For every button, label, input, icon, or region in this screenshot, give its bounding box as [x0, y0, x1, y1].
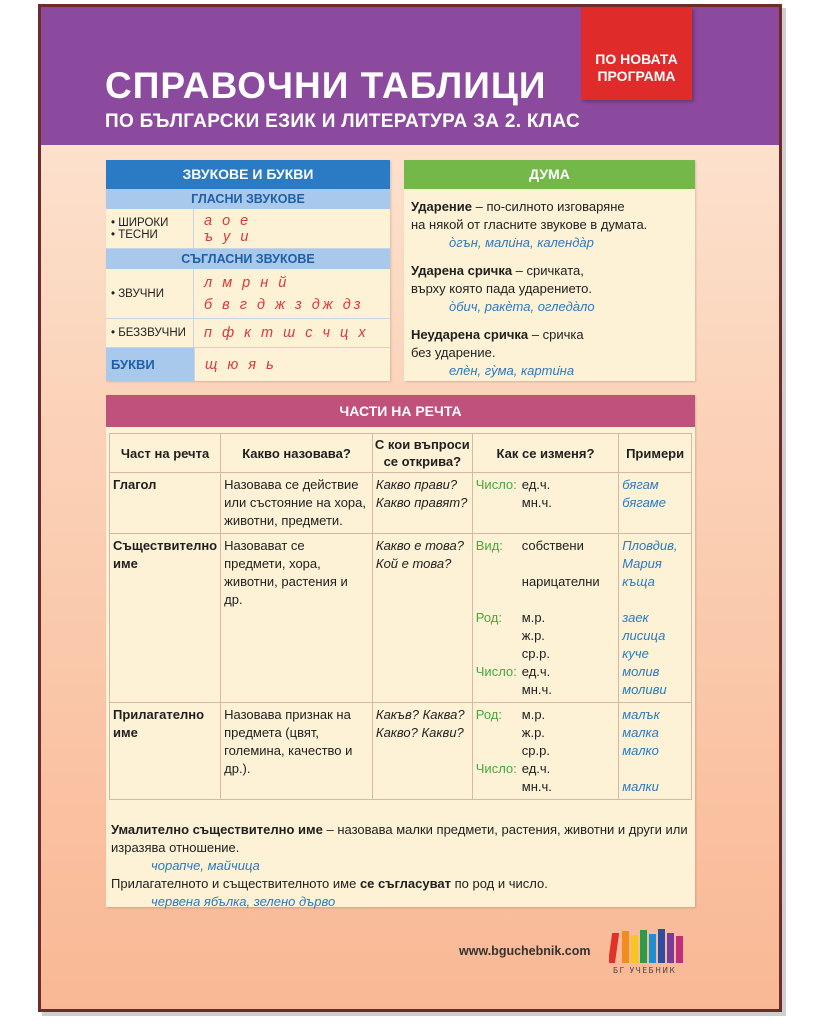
- adjective-singular: ед.ч.: [521, 761, 551, 776]
- vowels-heading: ГЛАСНИ ЗВУКОВЕ: [106, 189, 390, 209]
- narrow-label: • ТЕСНИ: [111, 228, 158, 241]
- adjective-plural: мн.ч.: [521, 779, 552, 794]
- noun-description: Назовават се предмети, хора, животни, растения и др.: [221, 534, 373, 703]
- noun-example-feminine: лисица: [622, 628, 666, 643]
- voiced-letters-2: б в г д ж з дж дз: [204, 296, 364, 313]
- verb-questions: Какво прави? Какво правят?: [372, 473, 472, 534]
- noun-kind-label: Вид:: [475, 538, 503, 553]
- noun-example-proper: Пловдив, Мария: [622, 538, 678, 571]
- diminutive-examples: чорапче, майчица: [151, 858, 260, 873]
- agreement-text-bold: се съгласуват: [359, 876, 452, 891]
- adjective-masculine: м.р.: [521, 707, 546, 722]
- verb-description: Назовава се действие или състояние на хора, животни, предмети.: [221, 473, 373, 534]
- header-examples: Примери: [619, 434, 692, 473]
- adjective-example-masculine: малък: [622, 707, 660, 722]
- consonants-heading: СЪГЛАСНИ ЗВУКОВЕ: [106, 249, 390, 269]
- noun-neuter: ср.р.: [521, 646, 550, 661]
- stress-definition: – по-силното изговаряне: [472, 199, 625, 214]
- stressed-syllable-examples: о̀бич, ракѐта, огледа̀ло: [449, 299, 595, 314]
- noun-number-label: Число:: [475, 664, 517, 679]
- parts-of-speech-table: [109, 433, 692, 800]
- website-link[interactable]: www.bguchebnik.com: [459, 944, 591, 958]
- agreement-examples: червена ябълка, зелено дърво: [151, 894, 336, 909]
- header-questions: С кои въпроси се открива?: [372, 434, 472, 473]
- letters-row: [106, 348, 390, 381]
- adjective-number-label: Число:: [475, 761, 517, 776]
- verb-number-label: Число:: [475, 477, 517, 492]
- stressed-syllable-definition: – сричката,: [512, 263, 584, 278]
- noun-example-masculine: заек: [622, 610, 649, 625]
- noun-feminine: ж.р.: [521, 628, 545, 643]
- unstressed-syllable-term: Неударена сричка: [411, 327, 529, 342]
- adjective-description: Назовава признак на предмета (цвят, големина, качество и др.).: [221, 703, 373, 800]
- noun-example-plural: моливи: [622, 682, 667, 697]
- verb-example-2: бягаме: [622, 495, 666, 510]
- stress-examples: о̀гън, мали̇на, календа̀р: [449, 235, 594, 250]
- wide-letters: а о е: [204, 212, 252, 229]
- letters-value: щ ю я ь: [194, 348, 390, 381]
- word-panel: [404, 160, 695, 381]
- adjective-gender-label: Род:: [475, 707, 503, 722]
- voiceless-letters: п ф к т ш с ч ц х: [204, 325, 369, 341]
- adjective-questions: Какъв? Каква? Какво? Какви?: [372, 703, 472, 800]
- wide-label: • ШИРОКИ: [111, 216, 169, 229]
- voiced-letters-1: л м р н й: [204, 274, 290, 291]
- noun-example-common: къща: [622, 574, 655, 589]
- diminutive-definition: – назовава малки предмети, растения, животни и други или изразява отношение.: [111, 822, 688, 855]
- noun-name: Съществително име: [110, 534, 221, 703]
- unstressed-syllable-definition: – сричка: [528, 327, 584, 342]
- parts-of-speech-heading: ЧАСТИ НА РЕЧТА: [106, 395, 695, 427]
- noun-example-singular: молив: [622, 664, 660, 679]
- noun-common: нарицателни: [521, 574, 600, 589]
- letters-label: БУКВИ: [106, 348, 194, 381]
- voiceless-row: [106, 319, 390, 348]
- unstressed-syllable-examples: елѐн, гу̀ма, карти̇на: [449, 363, 575, 378]
- parts-of-speech-notes: [111, 821, 691, 911]
- table-header-row: [110, 434, 692, 473]
- publisher-logo: [609, 927, 699, 977]
- voiced-label: • ЗВУЧНИ: [106, 269, 194, 318]
- sounds-letters-heading: ЗВУКОВЕ И БУКВИ: [106, 160, 390, 189]
- sounds-letters-panel: [106, 160, 390, 381]
- narrow-letters: ъ у и: [204, 228, 252, 245]
- noun-proper: собствени: [521, 538, 584, 553]
- stressed-syllable-block: [404, 262, 695, 316]
- noun-plural: мн.ч.: [521, 682, 552, 697]
- adjective-example-feminine: малка: [622, 725, 659, 740]
- stressed-syllable-term: Ударена сричка: [411, 263, 513, 278]
- adjective-feminine: ж.р.: [521, 725, 545, 740]
- verb-example-1: бягам: [622, 477, 659, 492]
- voiceless-label: • БЕЗЗВУЧНИ: [106, 319, 194, 347]
- word-heading: ДУМА: [404, 160, 695, 189]
- adjective-name: Прилагателно име: [110, 703, 221, 800]
- unstressed-syllable-definition-2: без ударение.: [411, 345, 496, 360]
- logo-text: БГ УЧЕБНИК: [613, 966, 677, 975]
- page-title: СПРАВОЧНИ ТАБЛИЦИ: [105, 65, 547, 106]
- verb-name: Глагол: [110, 473, 221, 534]
- vowels-row: [106, 209, 390, 249]
- stress-term: Ударение: [411, 199, 472, 214]
- page-subtitle: ПО БЪЛГАРСКИ ЕЗИК И ЛИТЕРАТУРА ЗА 2. КЛАС: [105, 111, 580, 132]
- badge-line-1: ПО НОВАТА: [595, 51, 678, 67]
- agreement-text-post: по род и число.: [451, 876, 548, 891]
- badge-line-2: ПРОГРАМА: [597, 68, 676, 84]
- diminutive-term: Умалително съществително име: [111, 822, 323, 837]
- adjective-example-neuter: малко: [622, 743, 659, 758]
- verb-singular: ед.ч.: [521, 477, 551, 492]
- stressed-syllable-definition-2: върху която пада ударението.: [411, 281, 592, 296]
- stress-block: [404, 198, 695, 252]
- table-row-noun: [110, 534, 692, 703]
- noun-masculine: м.р.: [521, 610, 546, 625]
- header-change: Как се изменя?: [472, 434, 618, 473]
- header-what: Какво назовава?: [221, 434, 373, 473]
- stress-definition-2: на някой от гласните звукове в думата.: [411, 217, 648, 232]
- verb-plural: мн.ч.: [521, 495, 552, 510]
- table-row-adjective: [110, 703, 692, 800]
- noun-example-neuter: куче: [622, 646, 649, 661]
- books-logo-icon: [609, 927, 699, 977]
- adjective-example-plural: малки: [622, 779, 659, 794]
- voiced-row: [106, 269, 390, 319]
- unstressed-syllable-block: [404, 326, 695, 380]
- adjective-neuter: ср.р.: [521, 743, 550, 758]
- poster-page: [38, 4, 782, 1012]
- table-row-verb: [110, 473, 692, 534]
- noun-singular: ед.ч.: [521, 664, 551, 679]
- header-part: Част на речта: [110, 434, 221, 473]
- agreement-text-pre: Прилагателното и съществителното име: [111, 876, 360, 891]
- noun-gender-label: Род:: [475, 610, 503, 625]
- parts-of-speech-panel: [106, 395, 695, 907]
- noun-questions: Какво е това? Кой е това?: [372, 534, 472, 703]
- new-program-badge: [581, 7, 692, 100]
